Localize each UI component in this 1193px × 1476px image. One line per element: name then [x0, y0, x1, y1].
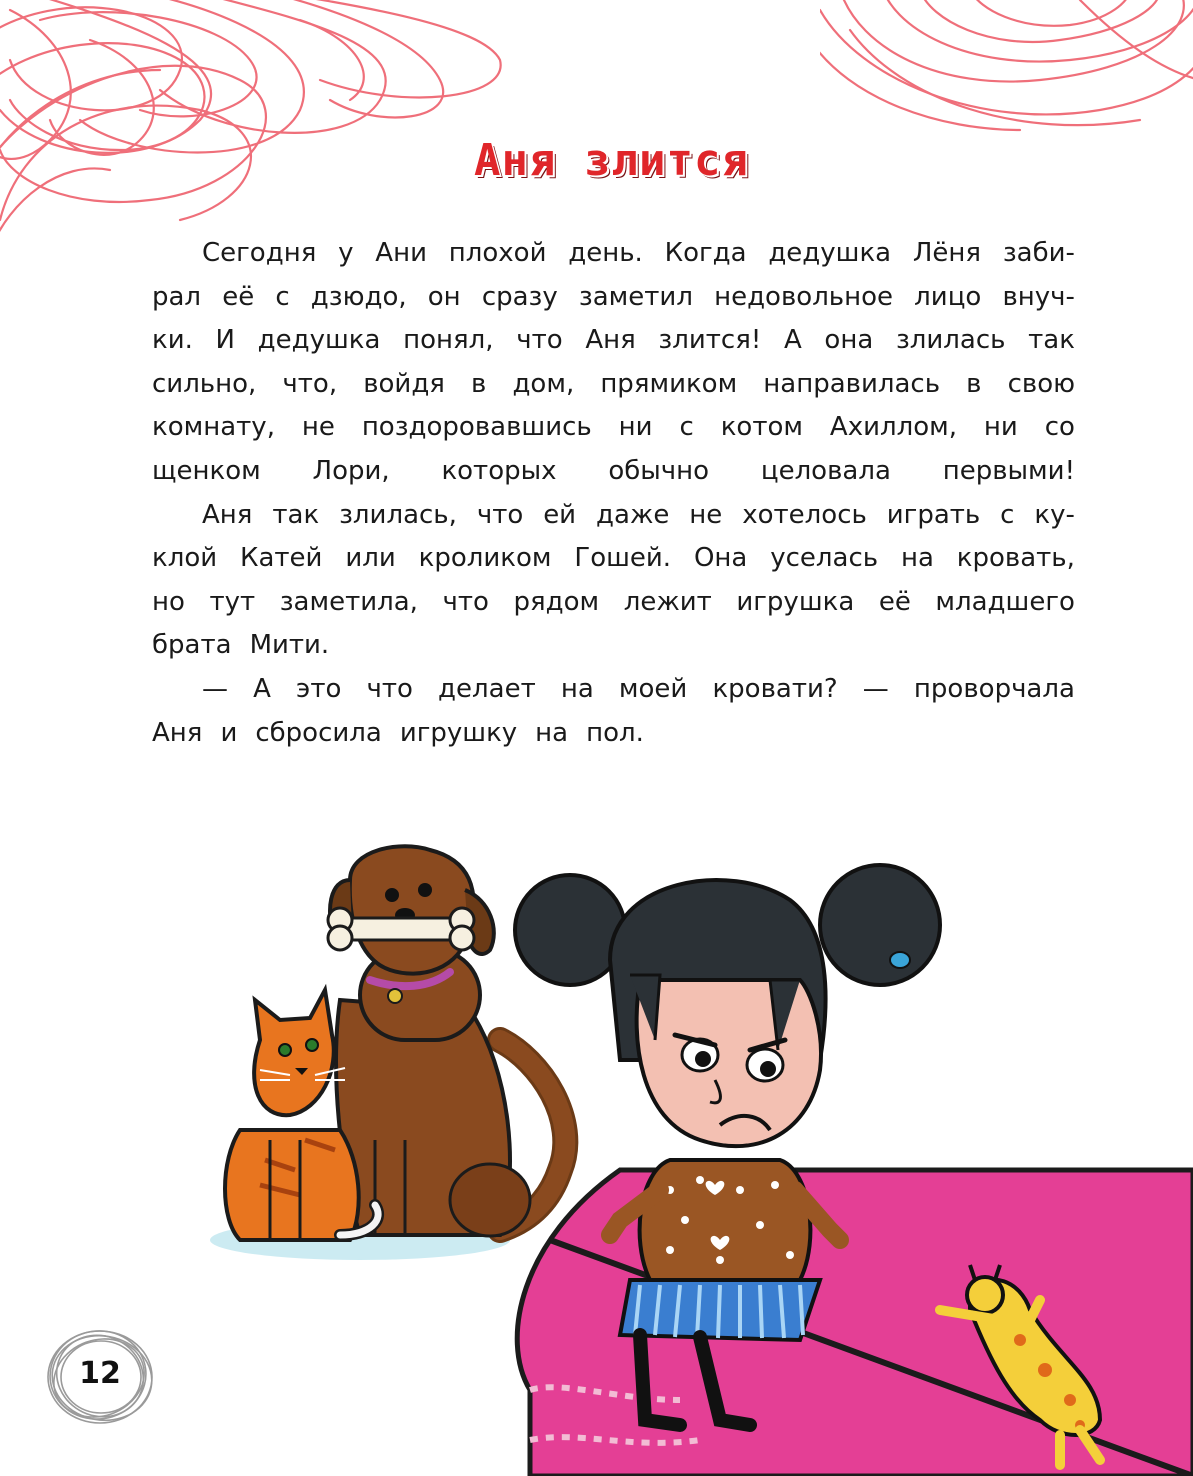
- word: дедушка: [257, 325, 381, 356]
- word: уселась: [770, 543, 879, 574]
- word: сразу: [481, 281, 558, 312]
- page-title: Аня злится: [474, 135, 749, 186]
- word: ей: [543, 499, 577, 530]
- word: ку-: [1034, 499, 1075, 530]
- word: с: [679, 412, 694, 443]
- word: лежит: [623, 586, 712, 617]
- word: заметил: [578, 281, 693, 312]
- word: так: [1028, 325, 1075, 356]
- word: комнату,: [152, 412, 275, 443]
- word: тут: [209, 586, 256, 617]
- text-line: [152, 581, 1075, 625]
- word: даже: [596, 499, 670, 530]
- word: И: [215, 325, 235, 356]
- word: свою: [1007, 368, 1075, 399]
- word: понял,: [403, 325, 494, 356]
- word: клой: [152, 543, 218, 574]
- word: брата: [152, 630, 232, 661]
- paragraph-1: [152, 232, 1075, 494]
- word: что: [442, 586, 489, 617]
- word: ни: [983, 412, 1018, 443]
- word: не: [689, 499, 723, 530]
- word: Сегодня: [202, 238, 317, 268]
- word: Ани: [375, 238, 427, 268]
- word: но: [152, 586, 185, 617]
- word: Она: [693, 543, 748, 574]
- word: её: [878, 586, 911, 617]
- word: Лори,: [312, 455, 390, 486]
- word: младшего: [935, 586, 1075, 617]
- text-line: [152, 363, 1075, 407]
- word: Аня: [202, 499, 253, 530]
- word: первыми!: [942, 455, 1075, 486]
- word: что: [366, 673, 413, 704]
- word: проворчала: [913, 673, 1075, 704]
- word: в: [966, 368, 982, 399]
- word: ни: [618, 412, 653, 443]
- word: с: [275, 281, 290, 312]
- word: она: [824, 325, 874, 356]
- page-number: [40, 1322, 160, 1432]
- word: он: [427, 281, 461, 312]
- word: дедушка: [768, 238, 892, 268]
- word: кровати?: [712, 673, 838, 704]
- scribble-top-right-icon: [820, 0, 1193, 140]
- word: её: [222, 281, 255, 312]
- word: не: [301, 412, 335, 443]
- word: злится!: [658, 325, 762, 356]
- text-line: [152, 624, 1075, 668]
- page-number-text: 12: [79, 1356, 121, 1391]
- word: или: [345, 543, 396, 574]
- word: плохой: [448, 238, 547, 268]
- word: Лёня: [912, 238, 982, 268]
- word: играть: [886, 499, 981, 530]
- word: со: [1044, 412, 1075, 443]
- word: поздоровавшись: [361, 412, 592, 443]
- word: направилась: [763, 368, 941, 399]
- word: сильно,: [152, 368, 257, 399]
- scribble-top-left-icon: [0, 0, 520, 260]
- text-line: [152, 668, 1075, 712]
- word: заби-: [1002, 238, 1075, 268]
- word: делает: [438, 673, 536, 704]
- word: —: [862, 673, 889, 704]
- word: день.: [568, 238, 643, 268]
- word: целовала: [760, 455, 891, 486]
- text-line: [152, 494, 1075, 538]
- word: А: [783, 325, 802, 356]
- word: ки.: [152, 325, 193, 356]
- paragraph-2: [152, 494, 1075, 668]
- word: рал: [152, 281, 202, 312]
- story-text: [152, 232, 1075, 755]
- word: сбросила: [255, 717, 382, 748]
- paragraph-3: [152, 668, 1075, 755]
- word: Мити.: [249, 630, 330, 661]
- word: злилась,: [339, 499, 457, 530]
- word: кроликом: [418, 543, 552, 574]
- word: на: [900, 543, 934, 574]
- word: обычно: [608, 455, 710, 486]
- text-line: [152, 450, 1075, 494]
- text-line: [152, 406, 1075, 450]
- word: дзюдо,: [310, 281, 407, 312]
- word: А: [253, 673, 271, 704]
- word: Катей: [240, 543, 323, 574]
- word: кровать,: [956, 543, 1075, 574]
- text-line: [152, 232, 1075, 276]
- word: на: [560, 673, 594, 704]
- word: Аня: [585, 325, 636, 356]
- word: внуч-: [1002, 281, 1075, 312]
- word: что: [516, 325, 563, 356]
- word: и: [220, 717, 238, 748]
- word: —: [202, 673, 228, 704]
- word: которых: [441, 455, 557, 486]
- word: котом: [720, 412, 803, 443]
- text-line: [152, 537, 1075, 581]
- word: хотелось: [742, 499, 867, 530]
- word: злилась: [895, 325, 1006, 356]
- word: щенком: [152, 455, 261, 486]
- text-line: [152, 712, 1075, 756]
- word: так: [272, 499, 320, 530]
- word: Гошей.: [574, 543, 672, 574]
- word: что: [476, 499, 524, 530]
- word: пол.: [586, 717, 644, 748]
- word: с: [1000, 499, 1015, 530]
- text-line: [152, 276, 1075, 320]
- word: рядом: [513, 586, 600, 617]
- word: моей: [618, 673, 688, 704]
- word: игрушку: [399, 717, 518, 748]
- word: что,: [282, 368, 338, 399]
- word: Аня: [152, 717, 203, 748]
- word: это: [296, 673, 342, 704]
- word: недовольное: [714, 281, 894, 312]
- word: войдя: [363, 368, 445, 399]
- word: на: [535, 717, 569, 748]
- word: у: [338, 238, 354, 268]
- word: игрушка: [736, 586, 855, 617]
- word: Ахиллом,: [829, 412, 957, 443]
- word: в: [471, 368, 487, 399]
- word: Когда: [664, 238, 747, 268]
- word: прямиком: [600, 368, 738, 399]
- story-illustration: [200, 840, 1193, 1476]
- word: заметила,: [279, 586, 418, 617]
- text-line: [152, 319, 1075, 363]
- word: лицо: [914, 281, 982, 312]
- word: дом,: [512, 368, 575, 399]
